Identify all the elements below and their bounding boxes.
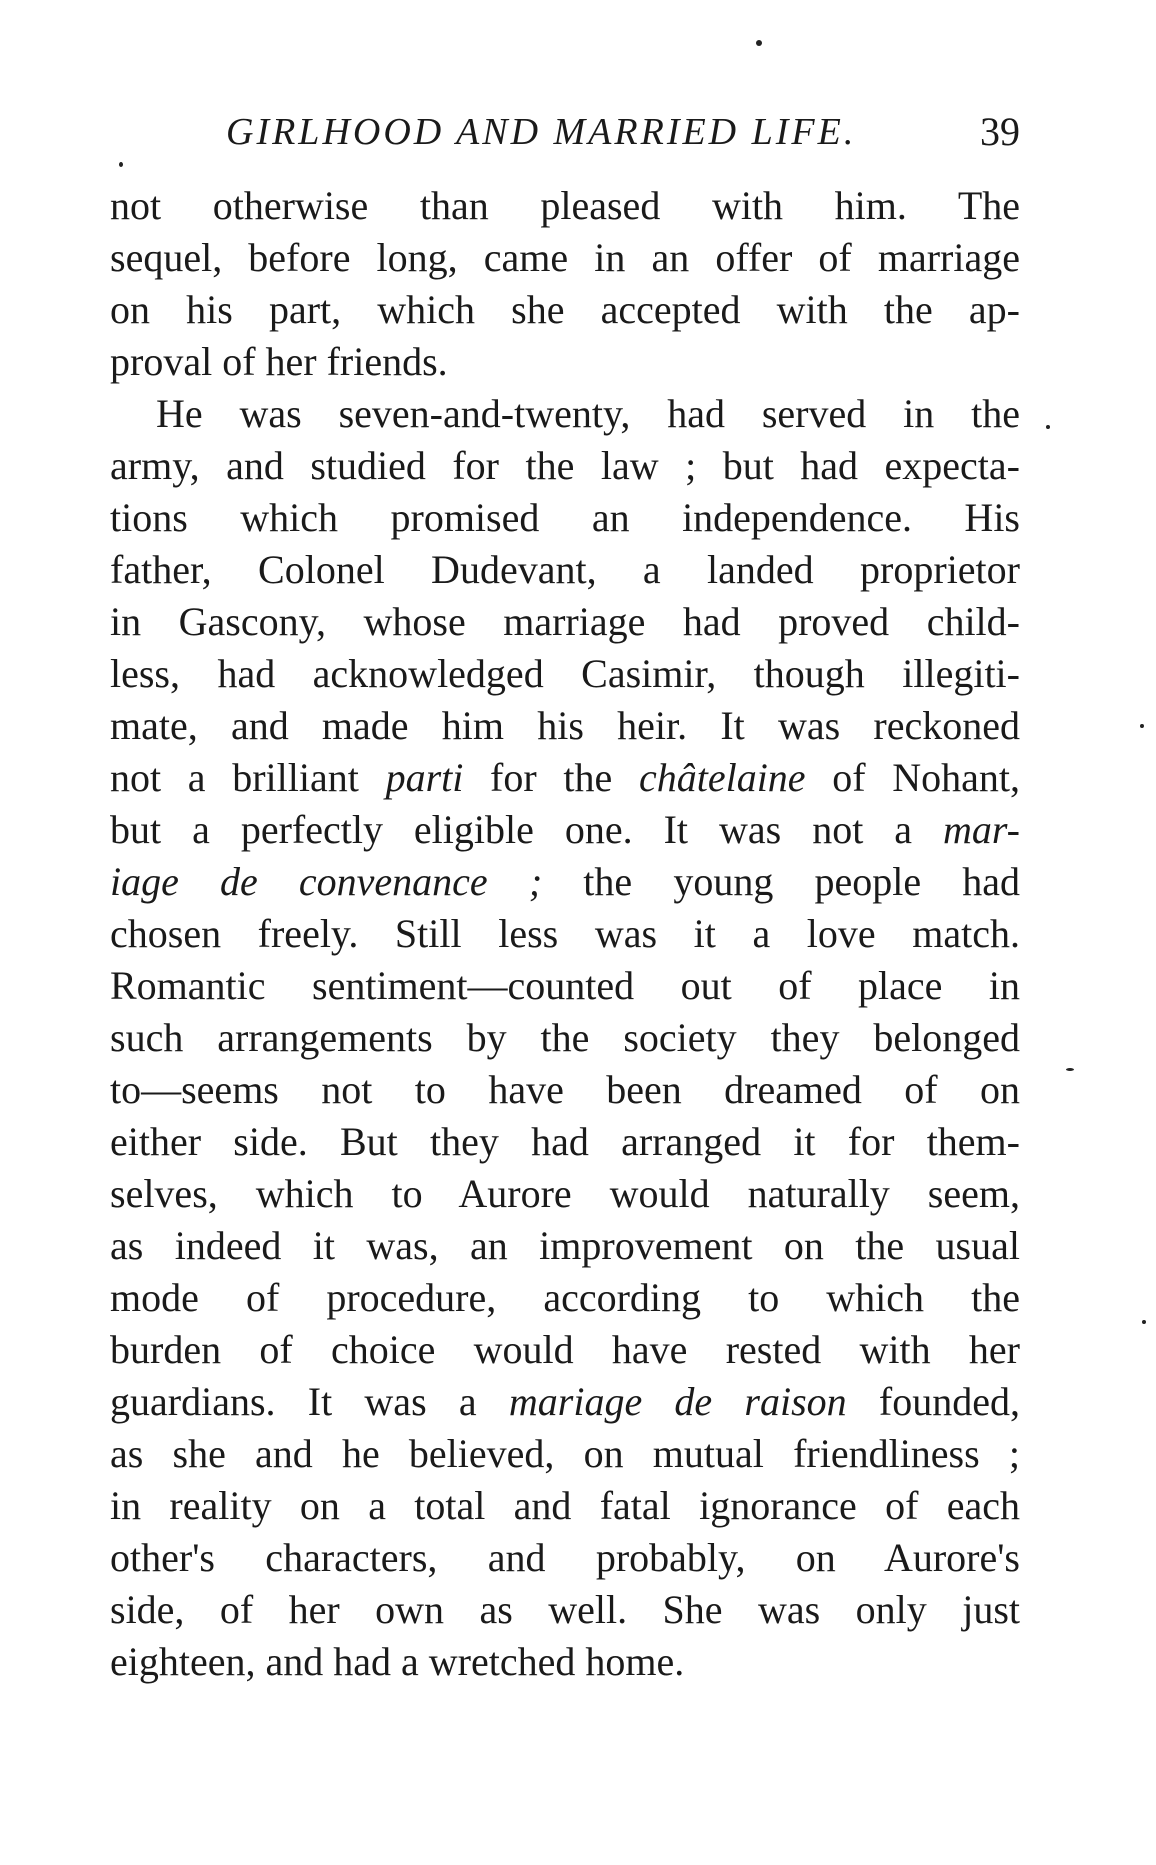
text-line: army, and studied for the law ; but had expecta- [110, 443, 1020, 488]
text-line: in Gascony, whose marriage had proved child- [110, 599, 1020, 644]
text-line: not otherwise than pleased with him. The [110, 183, 1020, 228]
print-speck [1140, 724, 1144, 728]
print-speck [1046, 425, 1050, 429]
print-speck [1066, 1068, 1074, 1071]
running-title: GIRLHOOD AND MARRIED LIFE. [226, 111, 857, 153]
text-line: He was seven-and-twenty, had served in the [156, 391, 1020, 436]
text-line: chosen freely. Still less was it a love match. [110, 911, 1020, 956]
text-line: sequel, before long, came in an offer of marriage [110, 235, 1020, 280]
text-line: either side. But they had arranged it for them- [110, 1119, 1020, 1164]
print-speck [119, 162, 123, 167]
print-speck [1142, 1320, 1146, 1324]
body-text [110, 180, 1020, 1688]
print-speck [756, 40, 762, 46]
text-line: but a perfectly eligible one. It was not a mar- [110, 807, 1020, 852]
text-line: burden of choice would have rested with her [110, 1327, 1020, 1372]
text-line: guardians. It was a mariage de raison founded, [110, 1379, 1021, 1424]
text-line: side, of her own as well. She was only just [110, 1587, 1020, 1632]
text-line: in reality on a total and fatal ignorance of each [110, 1483, 1020, 1528]
text-line: mode of procedure, according to which the [110, 1275, 1020, 1320]
text-line: as indeed it was, an improvement on the usual [110, 1223, 1020, 1268]
text-line: such arrangements by the society they belonged [110, 1015, 1020, 1060]
text-line: eighteen, and had a wretched home. [110, 1639, 685, 1684]
text-line: other's characters, and probably, on Aurore's [110, 1535, 1020, 1580]
text-line: not a brilliant parti for the châtelaine of Nohant, [110, 755, 1021, 800]
running-head [110, 104, 1020, 160]
text-line: selves, which to Aurore would naturally seem, [110, 1171, 1020, 1216]
text-line: as she and he believed, on mutual friendliness ; [110, 1431, 1020, 1476]
text-line: iage de convenance ; the young people had [110, 859, 1020, 904]
text-line: to—seems not to have been dreamed of on [110, 1067, 1020, 1112]
text-line: proval of her friends. [110, 339, 448, 384]
page-number: 39 [980, 109, 1020, 154]
text-line: on his part, which she accepted with the ap- [110, 287, 1020, 332]
text-line: tions which promised an independence. His [110, 495, 1020, 540]
text-line: less, had acknowledged Casimir, though illegiti- [110, 651, 1020, 696]
text-line: Romantic sentiment—counted out of place in [110, 963, 1020, 1008]
text-line: father, Colonel Dudevant, a landed proprietor [110, 547, 1020, 592]
text-line: mate, and made him his heir. It was reckoned [110, 703, 1020, 748]
